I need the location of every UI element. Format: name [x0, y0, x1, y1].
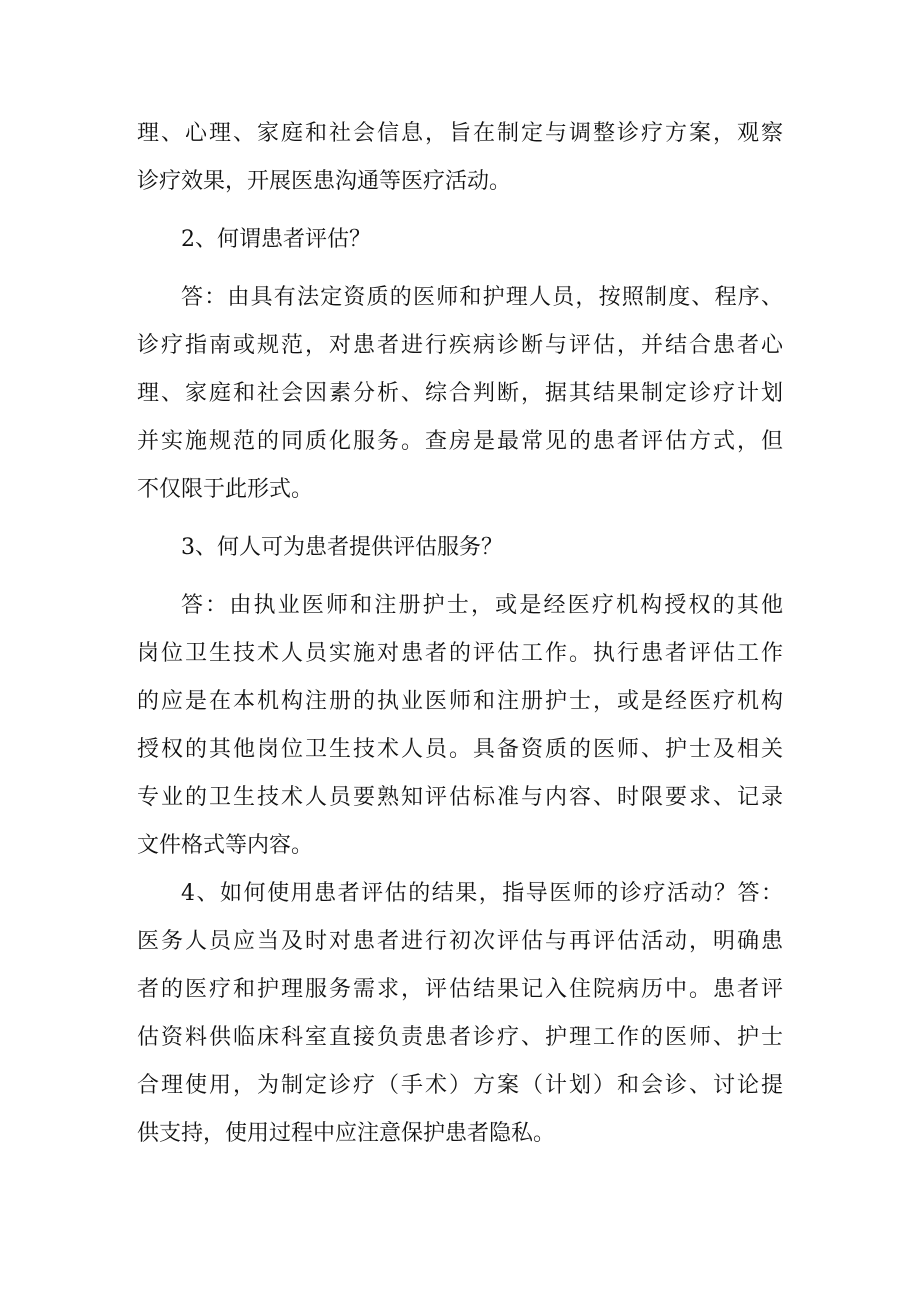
text-line: 估资料供临床科室直接负责患者诊疗、护理工作的医师、护士: [137, 1025, 783, 1050]
question-2: [137, 216, 783, 264]
question-3: [137, 524, 783, 572]
text-line: 理、心理、家庭和社会信息，旨在制定与调整诊疗方案，观察: [137, 121, 783, 146]
question-4: [137, 870, 783, 1158]
text-line: 诊疗指南或规范，对患者进行疾病诊断与评估，并结合患者心: [137, 333, 783, 358]
text-line: 诊疗效果，开展医患沟通等医疗活动。: [137, 169, 512, 194]
text-line: 供支持，使用过程中应注意保护患者隐私。: [137, 1121, 556, 1146]
text-line: 岗位卫生技术人员实施对患者的评估工作。执行患者评估工作: [137, 641, 783, 666]
text-line: 的应是在本机构注册的执业医师和注册护士，或是经医疗机构: [137, 689, 783, 714]
question-heading: 3、何人可为患者提供评估服务？: [181, 535, 503, 560]
answer-2: [137, 274, 783, 514]
text-line: 专业的卫生技术人员要熟知评估标准与内容、时限要求、记录: [137, 785, 783, 810]
text-line: 合理使用，为制定诊疗（手术）方案（计划）和会诊、讨论提: [137, 1073, 783, 1098]
text-line: 答：由具有法定资质的医师和护理人员，按照制度、程序、: [181, 285, 783, 310]
text-line: 理、家庭和社会因素分析、综合判断，据其结果制定诊疗计划: [137, 381, 783, 406]
text-line: 授权的其他岗位卫生技术人员。具备资质的医师、护士及相关: [137, 737, 783, 762]
question-heading: 2、何谓患者评估？: [181, 227, 371, 252]
text-line: 4、如何使用患者评估的结果，指导医师的诊疗活动？答：: [181, 881, 783, 906]
text-line: 不仅限于此形式。: [137, 477, 314, 502]
text-line: 者的医疗和护理服务需求，评估结果记入住院病历中。患者评: [137, 977, 783, 1002]
text-line: 并实施规范的同质化服务。查房是最常见的患者评估方式，但: [137, 429, 783, 454]
document-page: [137, 110, 783, 1158]
text-line: 文件格式等内容。: [137, 833, 314, 858]
text-line: 医务人员应当及时对患者进行初次评估与再评估活动，明确患: [137, 929, 783, 954]
answer-3: [137, 582, 783, 870]
paragraph-continuation: [137, 110, 783, 206]
text-line: 答：由执业医师和注册护士，或是经医疗机构授权的其他: [181, 593, 783, 618]
